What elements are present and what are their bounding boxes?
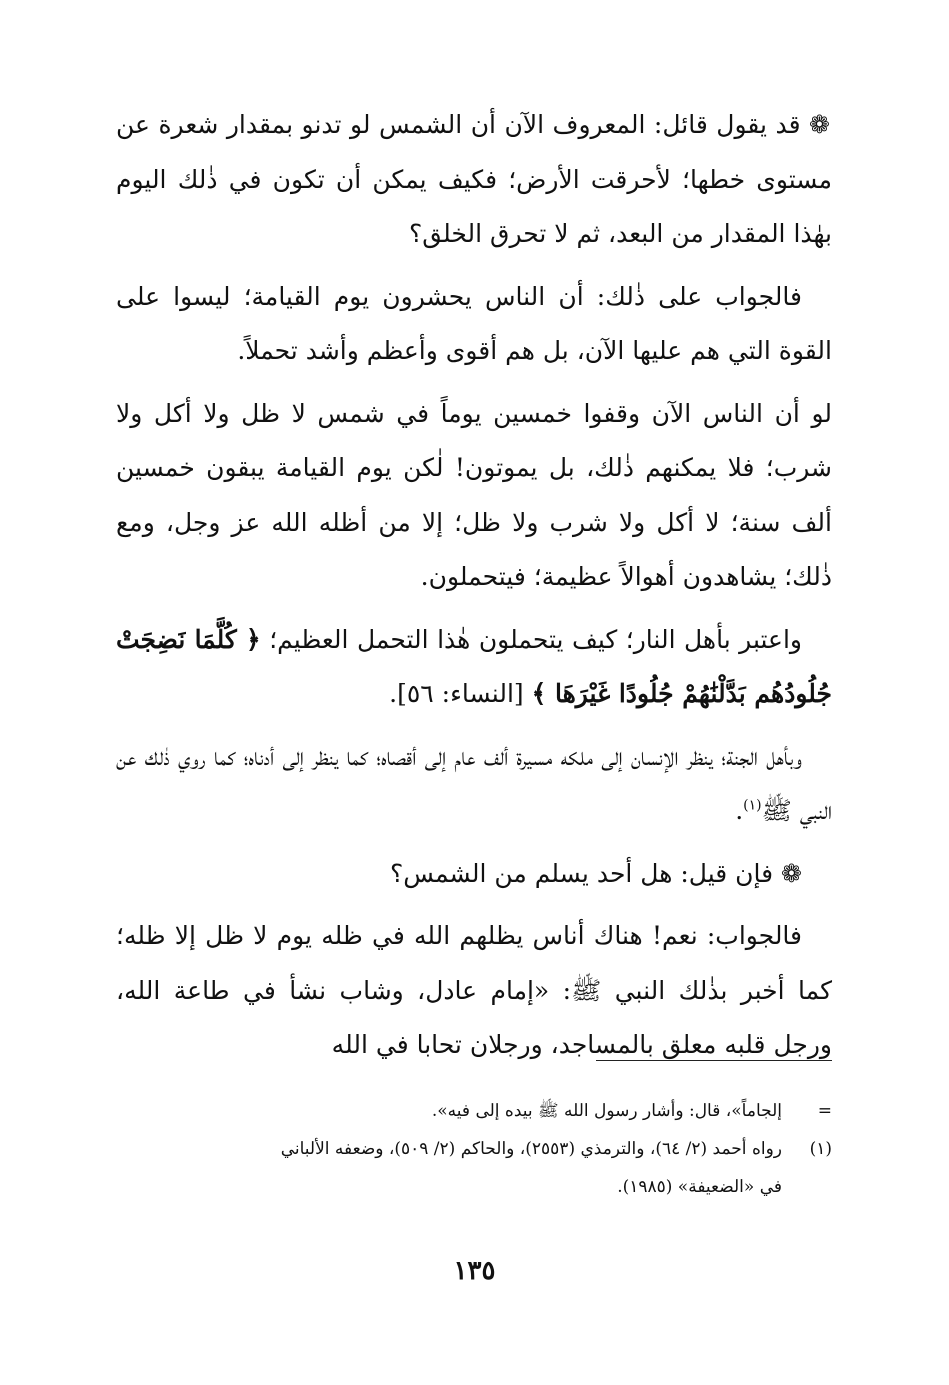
paragraph-fifty-days: لو أن الناس الآن وقفوا خمسين يوماً في شمس لا ظل ولا أكل ولا شرب؛ فلا يمكنهم ذٰلك، بل يموتون! لٰكن يوم القيامة يبقون خمسين ألف سنة؛ لا أكل ولا شرب ولا ظل؛ إلا من أظله الله عز وجل، ومع ذٰلك؛ يشاهدون أهوالاً عظيمة؛ فيتحملون. bbox=[116, 398, 832, 591]
paragraph-text: واعتبر بأهل النار؛ كيف يتحملون هٰذا التحمل العظيم؛ bbox=[269, 624, 802, 654]
footnote-text: إلجاماً»، قال: وأشار رسول الله ﷺ بيده إلى فيه». bbox=[431, 1101, 782, 1121]
footnote-text: رواه أحمد (٢/ ٦٤)، والترمذي (٢٥٥٣)، والحاكم (٢/ ٥٠٩)، وضعفه الألباني bbox=[280, 1139, 782, 1159]
main-text bbox=[116, 98, 832, 1081]
verse-reference: [النساء: ٥٦]. bbox=[389, 679, 524, 708]
footnote-1 bbox=[116, 1130, 832, 1168]
footnote-continuation bbox=[116, 1092, 832, 1130]
footnotes bbox=[116, 1092, 832, 1206]
paragraph-people-of-paradise bbox=[116, 730, 832, 839]
paragraph-text: وبأهل الجنة؛ ينظر الإنسان إلى ملكه مسيرة ألف عام إلى أقصاه؛ كما ينظر إلى أدناه؛ كما روي ذٰلك عن النبي ﷺ bbox=[116, 741, 832, 825]
paragraph-question-sun-distance: ❁ قد يقول قائل: المعروف الآن أن الشمس لو تدنو بمقدار شعرة عن مستوى خطها؛ لأحرقت الأرض؛ فكيف يمكن أن تكون في ذٰلك اليوم بهٰذا المقدار من البعد، ثم لا تحرق الخلق؟ bbox=[116, 110, 832, 248]
quran-verse: ﴿ كُلَّمَا نَضِجَتْ جُلُودُهُم بَدَّلْنَٰهُمْ جُلُودًا غَيْرَهَا ﴾ bbox=[116, 624, 832, 708]
footnote-1-continued: في «الضعيفة» (١٩٨٥). bbox=[617, 1177, 782, 1197]
footnote-divider bbox=[596, 1060, 832, 1061]
paragraph-end: . bbox=[735, 796, 744, 825]
paragraph-question-safety: ❁ فإن قيل: هل أحد يسلم من الشمس؟ bbox=[389, 858, 802, 888]
page-number: ١٣٥ bbox=[453, 1256, 496, 1286]
footnote-mark: (١) bbox=[809, 1139, 832, 1159]
paragraph-people-of-fire bbox=[116, 613, 832, 722]
footnote-reference[interactable]: (١) bbox=[743, 797, 762, 814]
paragraph-answer-strength: فالجواب على ذٰلك: أن الناس يحشرون يوم القيامة؛ ليسوا على القوة التي هم عليها الآن، بل هم أقوى وأعظم وأشد تحملاً. bbox=[116, 281, 832, 365]
footnote-mark: = bbox=[817, 1101, 832, 1121]
paragraph-answer-shade: فالجواب: نعم! هناك أناس يظلهم الله في ظله يوم لا ظل إلا ظله؛ كما أخبر بذٰلك النبي ﷺ: «إمام عادل، وشاب نشأ في طاعة الله، ورجل قلبه معلق بالمساجد، ورجلان تحابا في الله bbox=[116, 921, 832, 1059]
